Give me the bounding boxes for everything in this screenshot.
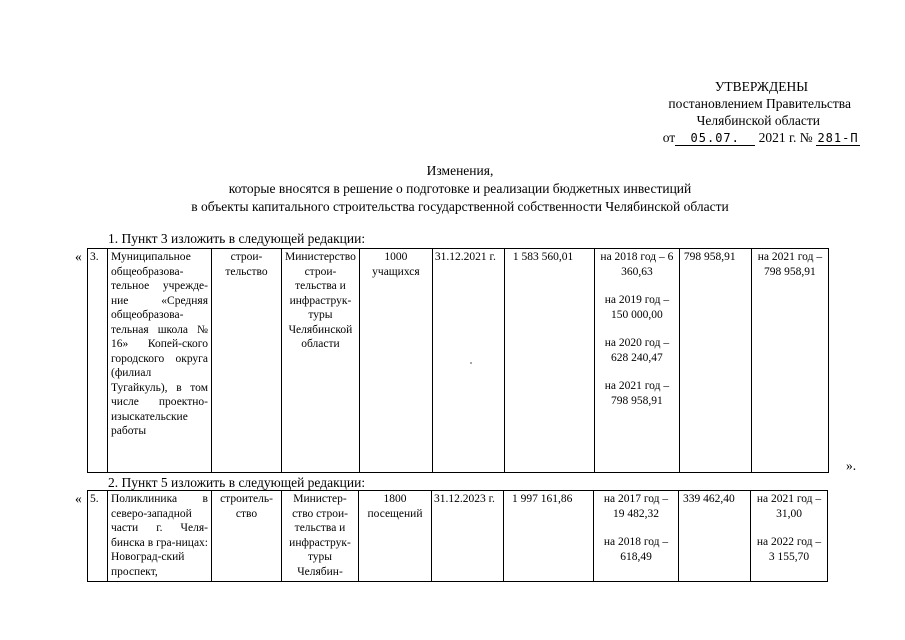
approval-date-line (600, 129, 860, 146)
capacity: 1000 учащихся (359, 249, 432, 473)
funding-by-year (594, 249, 679, 473)
approval-line1: постановлением Правительства (668, 96, 851, 111)
funding-amount: 339 462,40 (679, 491, 751, 582)
estimated-cost: 1 997 161,86 (504, 491, 594, 582)
title-line3: в объекты капитального строительства государственной собственности Челябинской области (191, 199, 729, 214)
approval-title: УТВЕРЖДЕНЫ (714, 79, 808, 94)
item2-table (87, 490, 828, 582)
deadline: 31.12.2023 г. (432, 491, 504, 582)
row-number: 5. (88, 491, 108, 582)
item2-open-quote: « (75, 491, 82, 506)
title-line1: Изменения, (426, 163, 494, 178)
item2-heading: 2. Пункт 5 изложить в следующей редакции: (108, 475, 366, 490)
construction-type: строитель-ство (212, 491, 282, 582)
item1-close-quote: ». (846, 458, 857, 473)
table-row (88, 249, 829, 473)
funding-2018: на 2018 год – 618,49 (603, 536, 669, 563)
item1-table (87, 248, 829, 473)
funding-amount: 798 958,91 (679, 249, 751, 473)
scan-speck (470, 362, 472, 364)
date-prefix: от (662, 130, 676, 145)
item1-heading: 1. Пункт 3 изложить в следующей редакции: (108, 231, 366, 246)
approval-block (600, 78, 860, 146)
funding-amount-by-year (751, 491, 828, 582)
document-title (120, 162, 800, 216)
funding-2019: на 2019 год – 150 000,00 (604, 294, 670, 321)
funding-2020: на 2020 год – 628 240,47 (604, 337, 670, 364)
customer: Министерство строи-тельства и инфраструк-туры Челябинской области (282, 249, 360, 473)
date-value: 05.07. (675, 131, 755, 146)
title-line2: которые вносятся в решение о подготовке и реализации бюджетных инвестиций (228, 181, 692, 196)
row-number: 3. (88, 249, 108, 473)
year-text: 2021 г. № (758, 130, 813, 145)
funding-2021: на 2021 год – 798 958,91 (604, 380, 670, 407)
object-name: Муниципальное общеобразова-тельное учрежде-ние «Средняя общеобразова-тельная школа № 16» Копей-ского городского округа (филиал Тугайкуль), в том числе проектно-изыскательские работы (108, 249, 212, 473)
approval-line2: Челябинской области (696, 113, 820, 128)
funding-2018: на 2018 год – 6 360,63 (600, 251, 674, 278)
funding-amount-by-year: на 2021 год – 798 958,91 (751, 249, 828, 473)
deadline: 31.12.2021 г. (432, 249, 504, 473)
construction-type: строи-тельство (212, 249, 282, 473)
estimated-cost: 1 583 560,01 (504, 249, 594, 473)
item1-open-quote: « (75, 249, 82, 264)
capacity: 1800 посещений (359, 491, 432, 582)
table-row (88, 491, 828, 582)
object-name: Поликлиника в северо-западной части г. Челя-бинска в гра-ницах: Новоград-ский проспект, (108, 491, 212, 582)
document-number: 281-П (817, 131, 859, 145)
funding-2017: на 2017 год – 19 482,32 (603, 493, 669, 520)
customer: Министер-ство строи-тельства и инфраструк-туры Челябин- (282, 491, 359, 582)
amount-2022: на 2022 год – 3 155,70 (756, 536, 822, 563)
funding-by-year (594, 491, 679, 582)
amount-2021: на 2021 год – 31,00 (756, 493, 822, 520)
